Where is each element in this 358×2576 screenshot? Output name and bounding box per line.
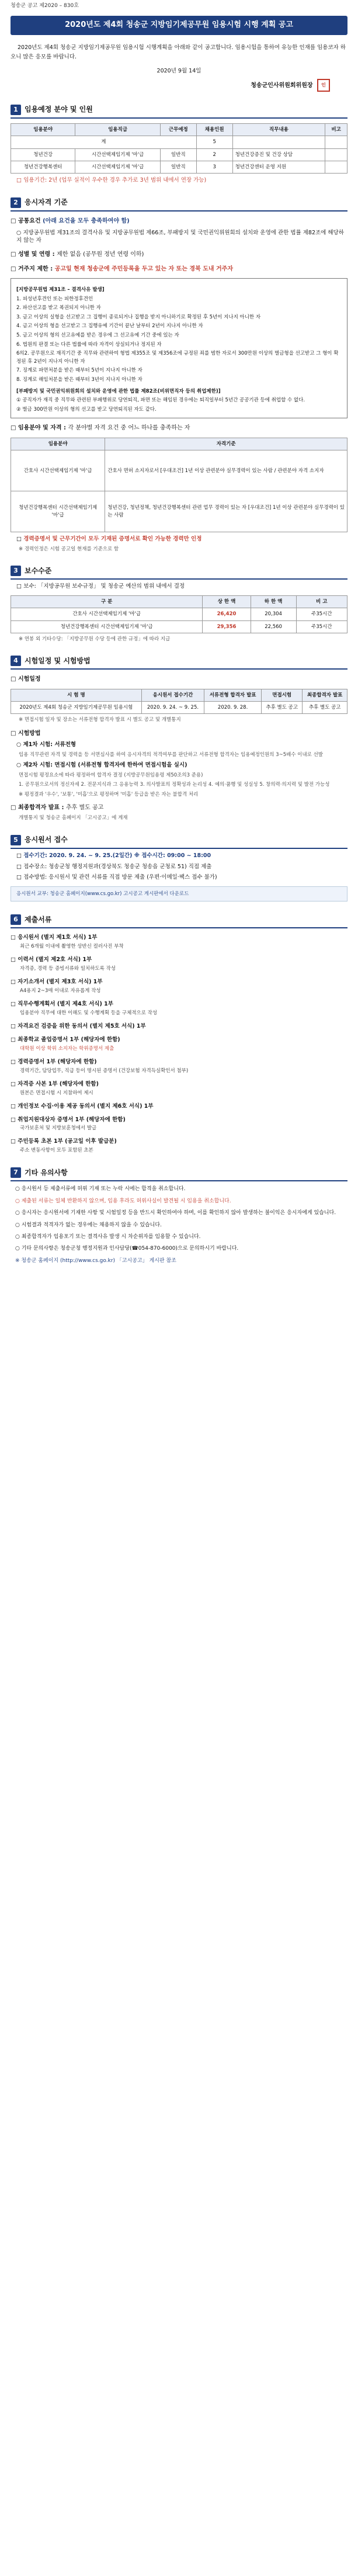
common-req-text	[11, 229, 347, 245]
method-heading	[11, 730, 347, 739]
section-number: 2	[11, 197, 21, 208]
notice-date: 2020년 9월 14일	[157, 68, 201, 75]
method-2-title: 제2차 시험: 면접시험 (서류전형 합격자에 한하여 면접시험을 실시)	[23, 762, 187, 769]
schedule-heading	[11, 675, 347, 684]
cell: 일반직	[160, 148, 196, 161]
col-header: 구 분	[11, 596, 203, 608]
notice-number: 청송군 공고 제2020 – 830호	[11, 3, 79, 9]
cell: 청년건강센터 운영 지원	[232, 161, 325, 173]
cell: 2020년도 제4회 청송군 지방임기제공무원 임용시험	[11, 702, 142, 714]
col-header: 임용직급	[75, 124, 161, 136]
apply-place-text: 접수장소: 청송군청 행정지원과(경상북도 청송군 청송읍 군청로 51) 직접 제출	[23, 863, 212, 870]
notice-page	[0, 0, 358, 1265]
section-title: 보수수준	[25, 566, 52, 575]
sub-label: 임용분야 및 자격	[18, 425, 62, 432]
section-number: 6	[11, 914, 21, 925]
doc-desc: 임용분야 직무에 대한 이해도 및 수행계획 등을 구체적으로 작성	[20, 1010, 158, 1016]
cell: 간호사 면허 소지자로서 [우대조건] 1년 이상 관련분야 실무경력이 있는 사람 / 관련분야 자격 소지자	[105, 450, 347, 491]
table-row	[11, 161, 347, 173]
col-header: 응시원서 접수기간	[141, 689, 204, 701]
col-header: 근무예정	[160, 124, 196, 136]
age-text: 제한 없음 (공무원 정년 연령 이하)	[57, 251, 144, 258]
table-row	[11, 620, 347, 633]
qualification-heading: □ 임용분야 및 자격 : 각 분야별 자격 요건 중 어느 하나를 충족하는 자	[11, 424, 347, 433]
box-line: 8. 징계로 해임처분을 받은 때부터 3년이 지나지 아니한 자	[16, 376, 142, 383]
method-2-list: 1. 공무원으로서의 정신자세 2. 전문지식과 그 응용능력 3. 의사발표의 정확성과 논리성 4. 예의·품행 및 성실성 5. 창의력·의지력 및 발전 가능성	[19, 782, 330, 788]
doc-item	[11, 1022, 347, 1031]
table-row	[11, 148, 347, 161]
col-header: 직무내용	[232, 124, 325, 136]
col-header: 면접시험	[262, 689, 303, 701]
box-line: ① 공직자가 재직 중 직무와 관련된 부패행위로 당연퇴직, 파면 또는 해임된 경우에는 퇴직일부터 5년간 공공기관 등에 취업할 수 없다.	[16, 397, 305, 404]
official-seal-stamp: 인	[317, 79, 330, 92]
section-number: 4	[11, 656, 21, 666]
notice-item: ○ 응시자는 응시원서에 기재한 사항 및 시험일정 등을 반드시 확인하여야 하며, 이를 확인하지 않아 발생하는 불이익은 응시자에게 있습니다.	[15, 1210, 336, 1216]
box-line: ② 벌금 300만원 이상의 형의 선고를 받고 당연퇴직된 자도 같다.	[16, 406, 157, 412]
section-4-header	[11, 656, 347, 670]
cell: 청년건강행복센터 시간선택제임기제 '마'급	[11, 491, 105, 532]
pay-note: ※ 연봉 외 기타수당: 「지방공무원 수당 등에 관한 규정」에 따라 지급	[19, 636, 171, 642]
box-line: 5. 금고 이상의 형의 선고유예를 받은 경우에 그 선고유예 기간 중에 있는 자	[16, 332, 179, 339]
total-label: 계	[11, 136, 197, 148]
col-header: 최종합격자 발표	[303, 689, 347, 701]
cell: 청년건강	[11, 148, 75, 161]
cell: 22,560	[251, 620, 296, 633]
apply-method	[11, 873, 347, 882]
col-header: 임용분야	[11, 124, 75, 136]
section-title: 기타 유의사항	[25, 1168, 68, 1177]
section-title: 제출서류	[25, 915, 52, 924]
cell: 추후 별도 공고	[303, 702, 347, 714]
doc-title: 응시원서 (별지 제1호 서식) 1부	[18, 934, 98, 941]
cell: 시간선택제임기제 '마'급	[75, 148, 161, 161]
doc-desc: A4용지 2~3매 이내로 자유롭게 작성	[20, 988, 101, 994]
doc-title: 자기소개서 (별지 제3호 서식) 1부	[18, 979, 103, 986]
age-req: □ 성별 및 연령 : 제한 없음 (공무원 정년 연령 이하)	[11, 251, 347, 259]
table-row	[11, 136, 347, 148]
final-desc: 개별통지 및 청송군 홈페이지 「고시공고」에 게재	[19, 815, 128, 821]
pay-text	[11, 583, 347, 591]
cell: 청년건강행복센터	[11, 161, 75, 173]
section-1-header	[11, 105, 347, 119]
term-note-text: 임용기간: 2년 (업무 실적이 우수한 경우 추가로 3년 범위 내에서 연장 가능)	[23, 177, 207, 184]
notice-title: 2020년도 제4회 청송군 지방임기제공무원 임용시험 시행 계획 공고	[11, 16, 347, 35]
apply-period	[11, 852, 347, 860]
schedule-note: ※ 면접시험 일자 및 장소는 서류전형 합격자 발표 시 별도 공고 및 개별통지	[19, 717, 181, 723]
signer-name: 청송군인사위원회위원장	[251, 82, 313, 89]
exp-note-text: 경력증명서 및 근무기간이 모두 기재된 증명서로 확인 가능한 경력만 인정	[23, 536, 202, 543]
cell	[325, 161, 347, 173]
box-line: 1. 피성년후견인 또는 피한정후견인	[16, 296, 93, 302]
section-title: 임용예정 분야 및 인원	[25, 105, 93, 114]
doc-item	[11, 1036, 347, 1044]
common-req-1: 지방공무원법 제31조의 결격사유 및 지방공무원법 제66조, 부패방지 및 국민권익위원회의 설치와 운영에 관한 법률 제82조에 해당하지 않는 자	[16, 229, 344, 244]
section-title: 응시원서 접수	[25, 835, 68, 844]
pay-table	[11, 595, 347, 633]
section-5-header	[11, 835, 347, 849]
intro-text: 2020년도 제4회 청송군 지방임기제공무원 임용시험 시행계획을 아래와 같이 공고합니다. 임용시험을 통하여 유능한 인재를 임용코자 하오니 많은 응모를 바랍니다.	[11, 44, 346, 60]
table-row	[11, 608, 347, 620]
col-header: 상 한 액	[203, 596, 251, 608]
apply-info-box: 응시원서 교부: 청송군 홈페이지(www.cs.go.kr) 고시공고 게시판에서 다운로드	[11, 886, 347, 902]
notice-item: ○ 제출된 서류는 일체 반환하지 않으며, 임용 후라도 허위사실이 발견될 시 임용을 취소합니다.	[15, 1198, 231, 1204]
col-header: 자격기준	[105, 438, 347, 450]
table-row	[11, 702, 347, 714]
exp-note-2: ※ 경력인정은 시험 공고일 현재를 기준으로 함	[19, 546, 119, 552]
method-2-desc: 면접시험 평정요소에 따라 평정하여 합격자 결정 (지방공무원임용령 제50조의3 준용)	[19, 772, 203, 779]
section-7-header	[11, 1167, 347, 1181]
method-2-warn: ※ 평정결과 '우수', '보통', '미흡'으로 평정하며 '미흡' 등급을 받은 자는 불합격 처리	[19, 791, 199, 798]
residence-req: □ 거주지 제한 : 공고일 현재 청송군에 주민등록을 두고 있는 자 또는 경북 도내 거주자	[11, 265, 347, 274]
sub-label: 공통요건	[18, 218, 41, 225]
cell: 26,420	[203, 608, 251, 620]
cell: 청년건강, 청년정책, 청년건강행복센터 관련 업무 경력이 있는 자 [우대조건] 1년 이상 관련분야 실무경력이 있는 사람	[105, 491, 347, 532]
doc-desc: 국가보훈처 및 지방보훈청에서 발급	[20, 1125, 97, 1132]
doc-item	[11, 1116, 347, 1124]
box-line: 2. 파산선고를 받고 복권되지 아니한 자	[16, 305, 101, 311]
method-1-title: 제1차 시험: 서류전형	[23, 741, 77, 748]
section-number: 3	[11, 566, 21, 576]
final-text: 추후 별도 공고	[66, 804, 104, 811]
box-line: 3. 금고 이상의 실형을 선고받고 그 집행이 종료되거나 집행을 받지 아니하기로 확정된 후 5년이 지나지 아니한 자	[16, 314, 261, 320]
cell: 간호사 시간선택제임기제 '마'급	[11, 450, 105, 491]
section-6-header	[11, 914, 347, 928]
cell: 시간선택제임기제 '마'급	[75, 161, 161, 173]
apply-place	[11, 863, 347, 871]
doc-desc: 경력기간, 담당업무, 직급 등이 명시된 증명서 (건강보험 자격득실확인서 첨부)	[20, 1067, 189, 1074]
cell: 일반직	[160, 161, 196, 173]
doc-title: 개인정보 수집·이용 제공 동의서 (별지 제6호 서식) 1부	[18, 1102, 154, 1110]
doc-title: 직무수행계획서 (별지 제4호 서식) 1부	[18, 1001, 113, 1008]
col-header: 시 험 명	[11, 689, 142, 701]
total-count: 5	[196, 136, 232, 148]
method-1	[11, 741, 347, 749]
notice-item: ○ 기타 문의사항은 청송군청 행정지원과 인사담당(☎054-870-6000)으로 문의하시기 바랍니다.	[15, 1246, 239, 1252]
cell: 주35시간	[296, 620, 347, 633]
box-title: [지방공무원법 제31조 – 결격사유 발생]	[16, 287, 105, 293]
doc-title: 자격요건 검증을 위한 동의서 (별지 제5호 서식) 1부	[18, 1023, 146, 1030]
col-header: 비 고	[296, 596, 347, 608]
sub-label: 최종합격자 발표	[18, 804, 60, 811]
doc-title: 최종학교 졸업증명서 1부 (해당자에 한함)	[18, 1036, 120, 1043]
sub-desc: (아래 요건을 모두 충족하여야 함)	[43, 218, 130, 225]
col-header: 비고	[325, 124, 347, 136]
doc-title: 경력증명서 1부 (해당자에 한함)	[18, 1058, 97, 1065]
cell: 2	[196, 148, 232, 161]
box-line: 4. 금고 이상의 형을 선고받고 그 집행유예 기간이 끝난 날부터 2년이 지나지 아니한 자	[16, 323, 203, 330]
doc-item	[11, 956, 347, 964]
doc-item	[11, 1102, 347, 1111]
apply-period-text: 접수기간: 2020. 9. 24. ~ 9. 25.(2일간) ※ 접수시간: 09:00 ~ 18:00	[23, 852, 211, 859]
method-2	[11, 761, 347, 769]
cell: 청년건강행복센터 시간선택제임기제 '마'급	[11, 620, 203, 633]
doc-item	[11, 1138, 347, 1146]
doc-title: 자격증 사본 1부 (해당자에 한함)	[18, 1080, 99, 1087]
doc-desc: 대학원 이상 학위 소지자는 학위증명서 제출	[20, 1045, 114, 1052]
cell: 2020. 9. 28.	[204, 702, 262, 714]
residence-text: 공고일 현재 청송군에 주민등록을 두고 있는 자 또는 경북 도내 거주자	[54, 265, 233, 272]
qualification-table	[11, 438, 347, 532]
term-note	[11, 176, 347, 185]
box-title: [부패방지 및 국민권익위원회의 설치와 운영에 관한 법률 제82조(비위면직자 등의 취업제한)]	[16, 388, 221, 394]
positions-table	[11, 123, 347, 174]
sub-label: 시험일정	[18, 676, 41, 683]
cell: 2020. 9. 24. ~ 9. 25.	[141, 702, 204, 714]
box-line: 6의2. 공무원으로 재직기간 중 직무와 관련하여 형법 제355조 및 제356조에 규정된 죄를 범한 자로서 300만원 이상의 벌금형을 선고받고 그 형이 확정된 후 2년이 지나지 아니한 자	[16, 351, 339, 365]
schedule-table	[11, 689, 347, 715]
cell: 20,304	[251, 608, 296, 620]
col-header: 임용분야	[11, 438, 105, 450]
col-header: 서류전형 합격자 발표	[204, 689, 262, 701]
age-label: 성별 및 연령	[18, 251, 51, 258]
sub-label: 시험방법	[18, 730, 41, 737]
section-number: 5	[11, 835, 21, 845]
doc-desc: 원본은 면접시험 시 지참하여 제시	[20, 1090, 93, 1096]
experience-note	[11, 535, 347, 543]
doc-item	[11, 1000, 347, 1008]
doc-item	[11, 1080, 347, 1088]
doc-title: 이력서 (별지 제2호 서식) 1부	[18, 956, 92, 963]
final-heading: □ 최종합격자 발표 : 추후 별도 공고	[11, 804, 347, 813]
homepage-link-line[interactable]: ※ 청송군 홈페이지 (http://www.cs.go.kr) 「고시공고」 게시판 참조	[15, 1257, 176, 1264]
section-2-header	[11, 197, 347, 212]
doc-item	[11, 978, 347, 986]
notice-item: ○ 응시원서 등 제출서류에 허위 기재 또는 누락 시에는 합격을 취소합니다.	[15, 1186, 186, 1192]
notice-item: ○ 시험결과 적격자가 없는 경우에는 채용하지 않을 수 있습니다.	[15, 1222, 162, 1228]
section-title: 시험일정 및 시험방법	[25, 656, 91, 665]
doc-desc: 주소 변동사항이 모두 포함된 초본	[20, 1147, 93, 1154]
doc-title: 취업지원대상자 증명서 1부 (해당자에 한함)	[18, 1116, 126, 1123]
col-header: 하 한 액	[251, 596, 296, 608]
notice-item: ○ 최종합격자가 임용포기 또는 결격사유 발생 시 차순위자를 임용할 수 있습니다.	[15, 1233, 201, 1240]
doc-item	[11, 934, 347, 942]
section-number: 7	[11, 1167, 21, 1178]
apply-method-text: 접수방법: 응시원서 및 관련 서류를 직접 방문 제출 (우편·이메일·팩스 접수 불가)	[23, 874, 217, 881]
doc-item	[11, 1058, 347, 1066]
signer	[11, 79, 347, 92]
doc-desc: 최근 6개월 이내에 촬영한 상반신 컬러사진 부착	[20, 944, 124, 950]
pay-desc: 보수: 「지방공무원 보수규정」 및 청송군 예산의 범위 내에서 결정	[23, 583, 185, 590]
table-row	[11, 491, 347, 532]
cell: 간호사 시간선택제임기제 '마'급	[11, 608, 203, 620]
table-row	[11, 450, 347, 491]
cell: 주35시간	[296, 608, 347, 620]
cell: 추후 별도 공고	[262, 702, 303, 714]
cell: 3	[196, 161, 232, 173]
doc-desc: 자격증, 경력 등 증빙서류와 일치하도록 작성	[20, 966, 116, 972]
common-req-heading	[11, 217, 347, 226]
residence-label: 거주지 제한	[18, 265, 48, 272]
doc-title: 주민등록 초본 1부 (공고일 이후 발급분)	[18, 1138, 117, 1145]
box-line: 7. 징계로 파면처분을 받은 때부터 5년이 지나지 아니한 자	[16, 367, 142, 374]
disqualification-box	[11, 278, 347, 418]
cell: 청년건강증진 및 건강 상담	[232, 148, 325, 161]
cell	[325, 148, 347, 161]
cell: 29,356	[203, 620, 251, 633]
box-line: 6. 법원의 판결 또는 다른 법률에 따라 자격이 상실되거나 정지된 자	[16, 341, 162, 348]
sub-desc: 각 분야별 자격 요건 중 어느 하나를 충족하는 자	[68, 425, 190, 432]
col-header: 채용인원	[196, 124, 232, 136]
section-3-header	[11, 566, 347, 580]
method-1-desc: 임용 직무관련 자격 및 경력을 등 서면심사를 하여 응시자격의 적격여부를 판단하고 서류전형 합격자는 임용예정인원의 3~5배수 이내로 선발	[19, 751, 323, 758]
section-title: 응시자격 기준	[25, 198, 68, 207]
section-number: 1	[11, 105, 21, 115]
